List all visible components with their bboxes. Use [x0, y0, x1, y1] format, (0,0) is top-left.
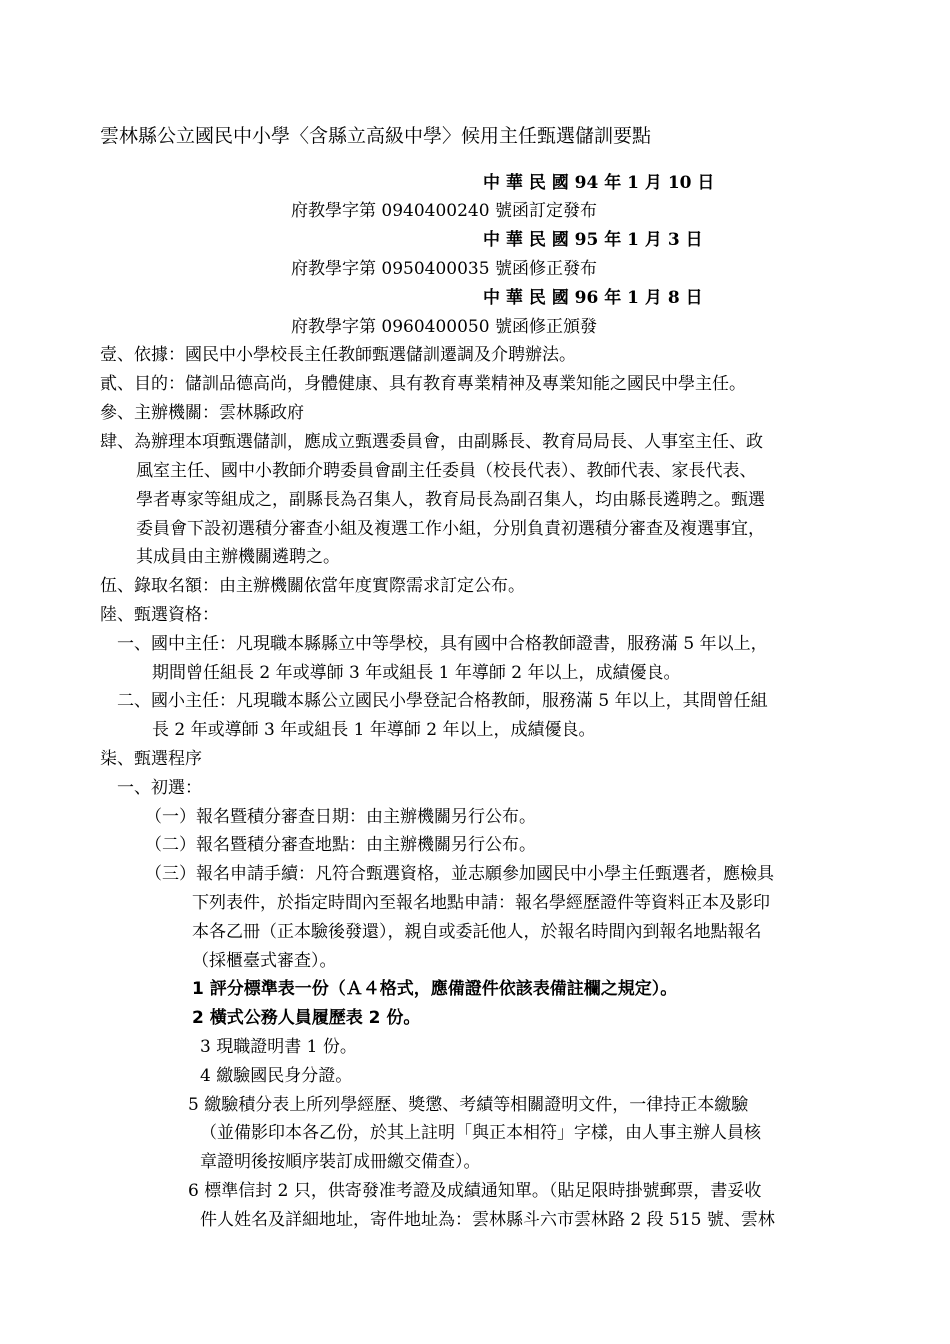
history-doc: 府教學字第 0940400240 號函訂定發布 — [291, 201, 597, 221]
history-doc: 府教學字第 0950400035 號函修正發布 — [291, 259, 597, 279]
history-date: 中 華 民 國 94 年 1 月 10 日 — [483, 173, 715, 193]
section-line: 下列表件，於指定時間內至報名地點申請：報名學經歷證件等資料正本及影印 — [192, 893, 770, 913]
section-line: 長 2 年或導師 3 年或組長 1 年導師 2 年以上，成績優良。 — [152, 720, 596, 740]
section-line: 一、初選： — [117, 778, 202, 798]
section-line: 風室主任、國中小教師介聘委員會副主任委員（校長代表）、教師代表、家長代表、 — [136, 461, 757, 481]
section-line: 章證明後按順序裝訂成冊繳交備查）。 — [200, 1152, 481, 1172]
section-line: 期間曾任組長 2 年或導師 3 年或組長 1 年導師 2 年以上，成績優良。 — [152, 663, 681, 683]
section-line: 委員會下設初選積分審查小組及複選工作小組，分別負責初選積分審查及複選事宜， — [136, 519, 765, 539]
section-line: 5 繳驗積分表上所列學經歷、獎懲、考績等相關證明文件，一律持正本繳驗 — [188, 1095, 749, 1115]
section-line: （二）報名暨積分審查地點：由主辦機關另行公布。 — [145, 835, 536, 855]
section-line: 2 橫式公務人員履歷表 2 份。 — [192, 1008, 421, 1028]
section-line: 3 現職證明書 1 份。 — [200, 1037, 357, 1057]
history-date: 中 華 民 國 95 年 1 月 3 日 — [483, 230, 703, 250]
section-line: 柒、甄選程序 — [100, 749, 202, 769]
section-line: 學者專家等組成之，副縣長為召集人，教育局長為副召集人，均由縣長遴聘之。甄選 — [136, 490, 765, 510]
section-line: 肆、為辦理本項甄選儲訓，應成立甄選委員會，由副縣長、教育局局長、人事室主任、政 — [100, 432, 763, 452]
section-line: 二、國小主任：凡現職本縣公立國民小學登記合格教師，服務滿 5 年以上，其間曾任組 — [117, 691, 768, 711]
section-line: 本各乙冊（正本驗後發還），親自或委託他人，於報名時間內到報名地點報名 — [192, 922, 762, 942]
section-line: 6 標準信封 2 只，供寄發准考證及成績通知單。（貼足限時掛號郵票，書妥收 — [188, 1181, 762, 1201]
history-date: 中 華 民 國 96 年 1 月 8 日 — [483, 288, 703, 308]
document-title: 雲林縣公立國民中小學〈含縣立高級中學〉候用主任甄選儲訓要點 — [100, 125, 652, 147]
section-line: 貳、目的：儲訓品德高尚，身體健康、具有教育專業精神及專業知能之國民中學主任。 — [100, 374, 746, 394]
history-doc: 府教學字第 0960400050 號函修正頒發 — [291, 317, 597, 337]
section-line: 伍、錄取名額：由主辦機關依當年度實際需求訂定公布。 — [100, 576, 525, 596]
section-line: 一、國中主任：凡現職本縣縣立中等學校，具有國中合格教師證書，服務滿 5 年以上， — [117, 634, 768, 654]
section-line: 4 繳驗國民身分證。 — [200, 1066, 353, 1086]
section-line: 件人姓名及詳細地址，寄件地址為：雲林縣斗六市雲林路 2 段 515 號、雲林 — [200, 1210, 775, 1230]
section-line: 陸、甄選資格： — [100, 605, 219, 625]
section-line: 壹、依據：國民中小學校長主任教師甄選儲訓遷調及介聘辦法。 — [100, 345, 576, 365]
section-line: 參、主辦機關：雲林縣政府 — [100, 403, 304, 423]
section-line: （一）報名暨積分審查日期：由主辦機關另行公布。 — [145, 807, 536, 827]
section-line: （並備影印本各乙份，於其上註明「與正本相符」字樣，由人事主辦人員核 — [200, 1123, 761, 1143]
section-line: （採櫃臺式審查）。 — [192, 951, 337, 971]
section-line: 1 評分標準表一份（Ａ４格式，應備證件依該表備註欄之規定）。 — [192, 979, 678, 999]
section-line: 其成員由主辦機關遴聘之。 — [136, 547, 340, 567]
section-line: （三）報名申請手續：凡符合甄選資格，並志願參加國民中小學主任甄選者，應檢具 — [145, 864, 774, 884]
